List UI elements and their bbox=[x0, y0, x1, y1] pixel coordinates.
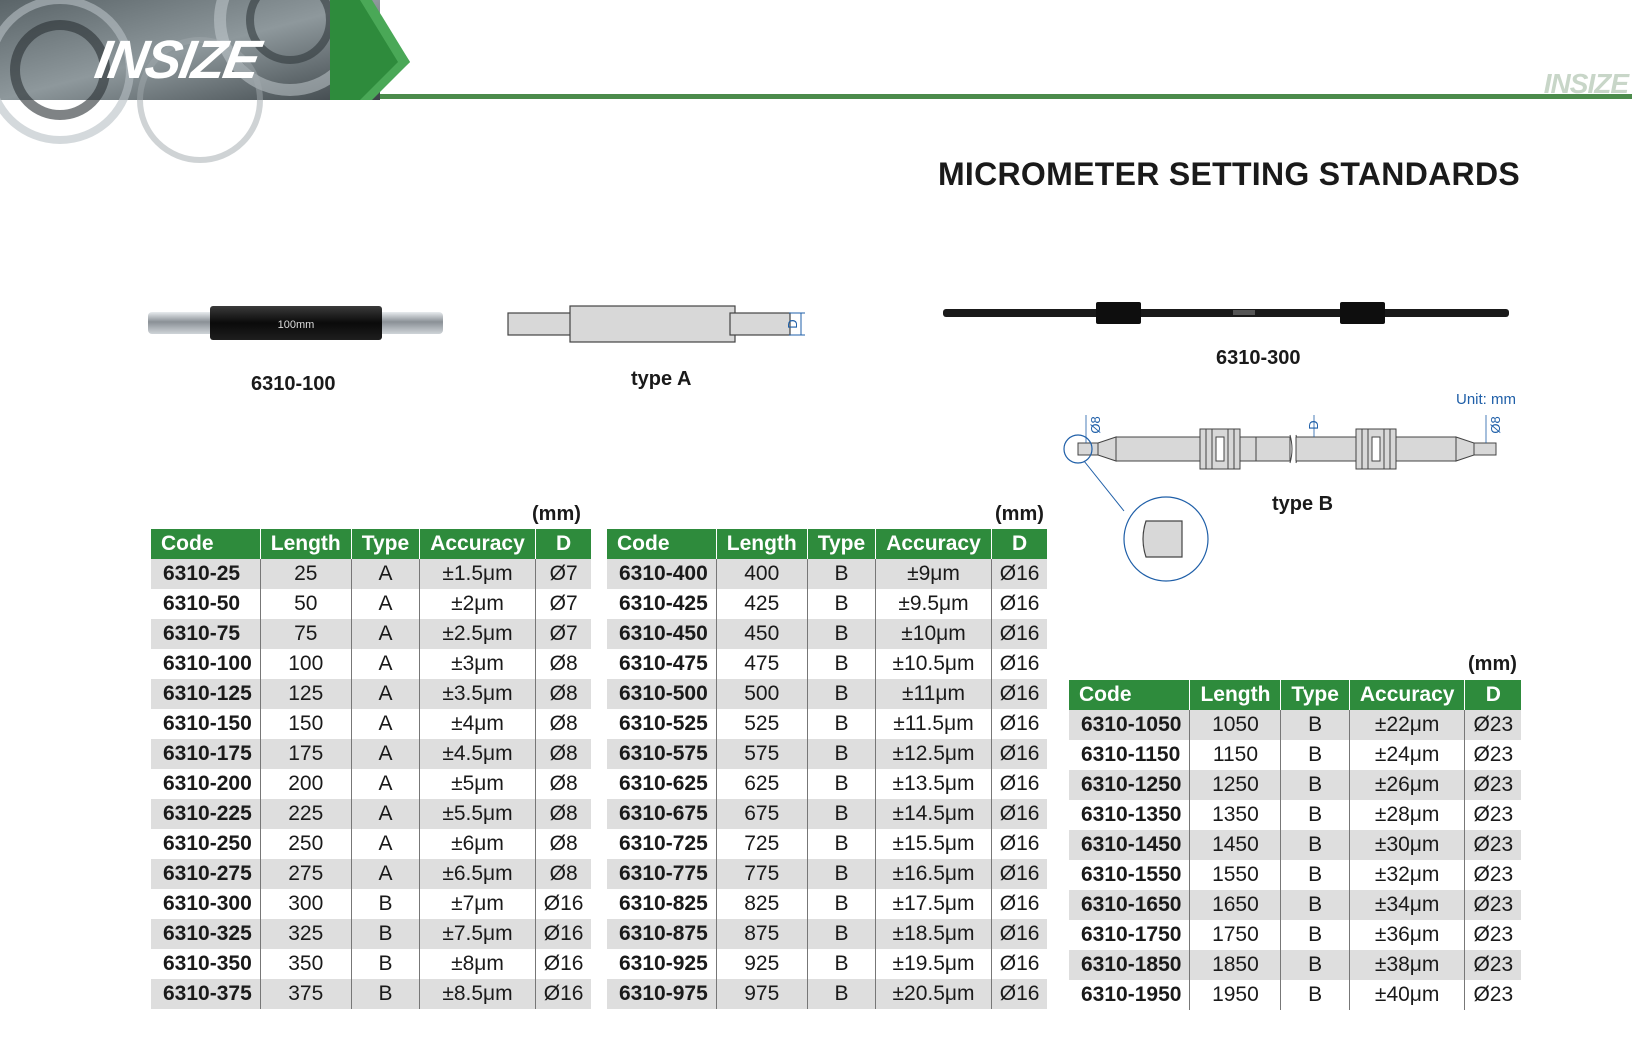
cell-type: A bbox=[351, 829, 419, 859]
cell-accuracy: ±3.5μm bbox=[420, 679, 536, 709]
cell-type: B bbox=[807, 769, 875, 799]
cell-length: 200 bbox=[260, 769, 351, 799]
header-length: Length bbox=[716, 529, 807, 559]
cell-code: 6310-300 bbox=[151, 889, 260, 919]
table-row bbox=[151, 559, 591, 589]
cell-d: Ø8 bbox=[535, 769, 591, 799]
cell-code: 6310-450 bbox=[607, 619, 716, 649]
cell-type: B bbox=[1281, 860, 1349, 890]
cell-d: Ø8 bbox=[535, 649, 591, 679]
header-d: D bbox=[1465, 680, 1521, 710]
caption-type-a: type A bbox=[631, 368, 692, 390]
cell-code: 6310-325 bbox=[151, 919, 260, 949]
cell-code: 6310-50 bbox=[151, 589, 260, 619]
table-row bbox=[151, 589, 591, 619]
header-code: Code bbox=[607, 529, 716, 559]
cell-type: A bbox=[351, 739, 419, 769]
cell-type: B bbox=[1281, 740, 1349, 770]
cell-length: 25 bbox=[260, 559, 351, 589]
cell-d: Ø23 bbox=[1465, 800, 1521, 830]
cell-accuracy: ±17.5μm bbox=[876, 889, 992, 919]
cell-code: 6310-100 bbox=[151, 649, 260, 679]
cell-accuracy: ±34μm bbox=[1349, 890, 1465, 920]
cell-d: Ø16 bbox=[991, 799, 1047, 829]
header-accuracy: Accuracy bbox=[420, 529, 536, 559]
header-code: Code bbox=[1069, 680, 1190, 710]
table-row bbox=[151, 859, 591, 889]
table-row bbox=[1069, 740, 1521, 770]
cell-type: B bbox=[807, 589, 875, 619]
cell-accuracy: ±9.5μm bbox=[876, 589, 992, 619]
cell-length: 100 bbox=[260, 649, 351, 679]
cell-length: 1650 bbox=[1190, 890, 1281, 920]
cell-d: Ø8 bbox=[535, 679, 591, 709]
table-row bbox=[607, 649, 1047, 679]
table-row bbox=[1069, 860, 1521, 890]
cell-d: Ø7 bbox=[535, 559, 591, 589]
page-header bbox=[0, 0, 1632, 100]
unit-note: Unit: mm bbox=[1456, 391, 1516, 408]
cell-d: Ø23 bbox=[1465, 980, 1521, 1010]
cell-accuracy: ±6.5μm bbox=[420, 859, 536, 889]
cell-length: 675 bbox=[716, 799, 807, 829]
cell-accuracy: ±11.5μm bbox=[876, 709, 992, 739]
cell-code: 6310-75 bbox=[151, 619, 260, 649]
cell-code: 6310-475 bbox=[607, 649, 716, 679]
cell-d: Ø23 bbox=[1465, 860, 1521, 890]
cell-type: A bbox=[351, 709, 419, 739]
cell-type: B bbox=[807, 709, 875, 739]
table-row bbox=[151, 709, 591, 739]
cell-length: 325 bbox=[260, 919, 351, 949]
cell-code: 6310-250 bbox=[151, 829, 260, 859]
type-b-dim-right: Ø8 bbox=[1488, 416, 1503, 434]
cell-accuracy: ±22μm bbox=[1349, 710, 1465, 740]
cell-accuracy: ±2.5μm bbox=[420, 619, 536, 649]
cell-d: Ø8 bbox=[535, 709, 591, 739]
cell-type: B bbox=[807, 889, 875, 919]
table-row bbox=[151, 949, 591, 979]
cell-code: 6310-25 bbox=[151, 559, 260, 589]
cell-d: Ø8 bbox=[535, 859, 591, 889]
table-2-unit: (mm) bbox=[995, 503, 1044, 525]
cell-accuracy: ±12.5μm bbox=[876, 739, 992, 769]
table-row bbox=[607, 679, 1047, 709]
cell-accuracy: ±3μm bbox=[420, 649, 536, 679]
header-d: D bbox=[991, 529, 1047, 559]
cell-accuracy: ±28μm bbox=[1349, 800, 1465, 830]
cell-accuracy: ±4μm bbox=[420, 709, 536, 739]
cell-length: 500 bbox=[716, 679, 807, 709]
cell-type: B bbox=[1281, 890, 1349, 920]
table-row bbox=[151, 799, 591, 829]
cell-length: 150 bbox=[260, 709, 351, 739]
table-row bbox=[607, 919, 1047, 949]
cell-accuracy: ±24μm bbox=[1349, 740, 1465, 770]
cell-accuracy: ±5μm bbox=[420, 769, 536, 799]
cell-d: Ø23 bbox=[1465, 830, 1521, 860]
table-row bbox=[607, 949, 1047, 979]
cell-accuracy: ±10μm bbox=[876, 619, 992, 649]
caption-6310-300: 6310-300 bbox=[1216, 347, 1301, 369]
cell-length: 225 bbox=[260, 799, 351, 829]
cell-length: 400 bbox=[716, 559, 807, 589]
cell-code: 6310-1050 bbox=[1069, 710, 1190, 740]
cell-type: B bbox=[807, 829, 875, 859]
cell-code: 6310-1550 bbox=[1069, 860, 1190, 890]
spec-table-2 bbox=[607, 529, 1047, 1009]
cell-code: 6310-150 bbox=[151, 709, 260, 739]
cell-length: 300 bbox=[260, 889, 351, 919]
cell-type: B bbox=[807, 859, 875, 889]
cell-accuracy: ±18.5μm bbox=[876, 919, 992, 949]
table-row bbox=[607, 589, 1047, 619]
header-accuracy: Accuracy bbox=[1349, 680, 1465, 710]
cell-length: 875 bbox=[716, 919, 807, 949]
cell-length: 375 bbox=[260, 979, 351, 1009]
table-row bbox=[1069, 920, 1521, 950]
cell-type: B bbox=[1281, 950, 1349, 980]
cell-type: B bbox=[807, 739, 875, 769]
cell-code: 6310-525 bbox=[607, 709, 716, 739]
cell-type: B bbox=[1281, 770, 1349, 800]
cell-code: 6310-575 bbox=[607, 739, 716, 769]
cell-d: Ø16 bbox=[535, 979, 591, 1009]
cell-accuracy: ±36μm bbox=[1349, 920, 1465, 950]
cell-d: Ø23 bbox=[1465, 920, 1521, 950]
cell-d: Ø23 bbox=[1465, 740, 1521, 770]
type-a-dim-label: D bbox=[785, 319, 800, 329]
cell-type: B bbox=[807, 799, 875, 829]
cell-length: 775 bbox=[716, 859, 807, 889]
cell-length: 575 bbox=[716, 739, 807, 769]
cell-accuracy: ±5.5μm bbox=[420, 799, 536, 829]
cell-type: B bbox=[1281, 980, 1349, 1010]
cell-length: 1350 bbox=[1190, 800, 1281, 830]
cell-code: 6310-1850 bbox=[1069, 950, 1190, 980]
table-row bbox=[1069, 950, 1521, 980]
cell-accuracy: ±9μm bbox=[876, 559, 992, 589]
cell-code: 6310-425 bbox=[607, 589, 716, 619]
spec-table-3 bbox=[1069, 680, 1521, 1010]
cell-d: Ø16 bbox=[991, 679, 1047, 709]
table-3-unit: (mm) bbox=[1468, 653, 1517, 675]
header-accuracy: Accuracy bbox=[876, 529, 992, 559]
type-b-dim-left: Ø8 bbox=[1088, 416, 1103, 434]
cell-code: 6310-925 bbox=[607, 949, 716, 979]
header-divider-line bbox=[380, 94, 1632, 99]
table-1-unit: (mm) bbox=[532, 503, 581, 525]
cell-code: 6310-275 bbox=[151, 859, 260, 889]
cell-length: 50 bbox=[260, 589, 351, 619]
table-row bbox=[1069, 830, 1521, 860]
table-row bbox=[151, 679, 591, 709]
cell-length: 525 bbox=[716, 709, 807, 739]
table-row bbox=[607, 769, 1047, 799]
cell-length: 350 bbox=[260, 949, 351, 979]
cell-length: 1950 bbox=[1190, 980, 1281, 1010]
cell-length: 1750 bbox=[1190, 920, 1281, 950]
cell-accuracy: ±1.5μm bbox=[420, 559, 536, 589]
cell-type: B bbox=[351, 949, 419, 979]
cell-length: 275 bbox=[260, 859, 351, 889]
cell-d: Ø23 bbox=[1465, 950, 1521, 980]
table-row bbox=[607, 889, 1047, 919]
table-row bbox=[607, 829, 1047, 859]
cell-code: 6310-175 bbox=[151, 739, 260, 769]
cell-type: A bbox=[351, 799, 419, 829]
cell-d: Ø16 bbox=[991, 859, 1047, 889]
cell-length: 1250 bbox=[1190, 770, 1281, 800]
cell-length: 1550 bbox=[1190, 860, 1281, 890]
cell-type: B bbox=[807, 559, 875, 589]
cell-accuracy: ±16.5μm bbox=[876, 859, 992, 889]
cell-type: A bbox=[351, 619, 419, 649]
cell-accuracy: ±13.5μm bbox=[876, 769, 992, 799]
cell-code: 6310-825 bbox=[607, 889, 716, 919]
cell-accuracy: ±30μm bbox=[1349, 830, 1465, 860]
cell-length: 1850 bbox=[1190, 950, 1281, 980]
cell-d: Ø7 bbox=[535, 589, 591, 619]
insize-logo-watermark: INSIZE bbox=[1543, 68, 1628, 99]
table-row bbox=[151, 919, 591, 949]
photo-6310-100 bbox=[148, 300, 448, 350]
table-row bbox=[151, 619, 591, 649]
cell-d: Ø23 bbox=[1465, 890, 1521, 920]
cell-code: 6310-1350 bbox=[1069, 800, 1190, 830]
table-row bbox=[607, 979, 1047, 1009]
cell-length: 475 bbox=[716, 649, 807, 679]
cell-d: Ø16 bbox=[991, 979, 1047, 1009]
cell-d: Ø16 bbox=[535, 949, 591, 979]
cell-d: Ø23 bbox=[1465, 710, 1521, 740]
cell-code: 6310-500 bbox=[607, 679, 716, 709]
cell-type: B bbox=[807, 979, 875, 1009]
header-d: D bbox=[535, 529, 591, 559]
photo-6310-300 bbox=[943, 298, 1513, 328]
table-row bbox=[1069, 980, 1521, 1010]
cell-length: 975 bbox=[716, 979, 807, 1009]
cell-d: Ø7 bbox=[535, 619, 591, 649]
cell-type: A bbox=[351, 589, 419, 619]
cell-length: 825 bbox=[716, 889, 807, 919]
cell-length: 125 bbox=[260, 679, 351, 709]
cell-accuracy: ±7μm bbox=[420, 889, 536, 919]
cell-accuracy: ±8.5μm bbox=[420, 979, 536, 1009]
cell-length: 250 bbox=[260, 829, 351, 859]
table-row bbox=[1069, 710, 1521, 740]
cell-code: 6310-725 bbox=[607, 829, 716, 859]
caption-type-b: type B bbox=[1272, 493, 1334, 515]
cell-code: 6310-225 bbox=[151, 799, 260, 829]
table-row bbox=[151, 739, 591, 769]
cell-length: 75 bbox=[260, 619, 351, 649]
table-row bbox=[151, 649, 591, 679]
cell-length: 625 bbox=[716, 769, 807, 799]
cell-type: B bbox=[1281, 830, 1349, 860]
cell-type: A bbox=[351, 769, 419, 799]
cell-code: 6310-675 bbox=[607, 799, 716, 829]
cell-accuracy: ±15.5μm bbox=[876, 829, 992, 859]
cell-code: 6310-1250 bbox=[1069, 770, 1190, 800]
header-length: Length bbox=[260, 529, 351, 559]
cell-length: 425 bbox=[716, 589, 807, 619]
cell-d: Ø16 bbox=[991, 889, 1047, 919]
table-row bbox=[151, 889, 591, 919]
cell-code: 6310-200 bbox=[151, 769, 260, 799]
cell-length: 725 bbox=[716, 829, 807, 859]
header-type: Type bbox=[807, 529, 875, 559]
cell-accuracy: ±32μm bbox=[1349, 860, 1465, 890]
table-row bbox=[1069, 890, 1521, 920]
table-row bbox=[607, 859, 1047, 889]
cell-code: 6310-375 bbox=[151, 979, 260, 1009]
cell-code: 6310-625 bbox=[607, 769, 716, 799]
cell-length: 1450 bbox=[1190, 830, 1281, 860]
cell-code: 6310-1450 bbox=[1069, 830, 1190, 860]
table-header-row bbox=[1069, 680, 1521, 710]
table-row bbox=[151, 769, 591, 799]
header-type: Type bbox=[351, 529, 419, 559]
cell-code: 6310-1650 bbox=[1069, 890, 1190, 920]
spec-table-1 bbox=[151, 529, 591, 1009]
cell-code: 6310-125 bbox=[151, 679, 260, 709]
cell-type: B bbox=[807, 619, 875, 649]
cell-type: B bbox=[807, 919, 875, 949]
cell-length: 1150 bbox=[1190, 740, 1281, 770]
cell-accuracy: ±4.5μm bbox=[420, 739, 536, 769]
cell-accuracy: ±38μm bbox=[1349, 950, 1465, 980]
type-b-dim-mid: D bbox=[1306, 420, 1321, 430]
cell-length: 1050 bbox=[1190, 710, 1281, 740]
cell-type: B bbox=[351, 889, 419, 919]
cell-type: B bbox=[807, 679, 875, 709]
cell-accuracy: ±10.5μm bbox=[876, 649, 992, 679]
header-code: Code bbox=[151, 529, 260, 559]
cell-type: B bbox=[351, 979, 419, 1009]
table-row bbox=[1069, 770, 1521, 800]
cell-d: Ø16 bbox=[991, 949, 1047, 979]
cell-type: A bbox=[351, 649, 419, 679]
cell-accuracy: ±26μm bbox=[1349, 770, 1465, 800]
cell-d: Ø16 bbox=[991, 559, 1047, 589]
header-type: Type bbox=[1281, 680, 1349, 710]
header-length: Length bbox=[1190, 680, 1281, 710]
cell-d: Ø16 bbox=[535, 919, 591, 949]
table-row bbox=[607, 709, 1047, 739]
cell-accuracy: ±6μm bbox=[420, 829, 536, 859]
cell-accuracy: ±2μm bbox=[420, 589, 536, 619]
table-row bbox=[607, 799, 1047, 829]
insize-logo: INSIZE bbox=[90, 30, 264, 90]
table-header-row bbox=[607, 529, 1047, 559]
cell-type: A bbox=[351, 559, 419, 589]
cell-d: Ø16 bbox=[991, 919, 1047, 949]
cell-type: B bbox=[351, 919, 419, 949]
table-row bbox=[607, 559, 1047, 589]
cell-code: 6310-1150 bbox=[1069, 740, 1190, 770]
cell-type: A bbox=[351, 859, 419, 889]
cell-d: Ø16 bbox=[991, 649, 1047, 679]
type-a-drawing bbox=[505, 300, 825, 350]
cell-d: Ø16 bbox=[991, 709, 1047, 739]
cell-type: B bbox=[807, 649, 875, 679]
cell-d: Ø8 bbox=[535, 799, 591, 829]
cell-accuracy: ±40μm bbox=[1349, 980, 1465, 1010]
page-title: MICROMETER SETTING STANDARDS bbox=[937, 156, 1520, 192]
cell-d: Ø8 bbox=[535, 739, 591, 769]
table-header-row bbox=[151, 529, 591, 559]
engraving-text: 100mm bbox=[277, 319, 315, 331]
cell-d: Ø16 bbox=[991, 769, 1047, 799]
cell-accuracy: ±19.5μm bbox=[876, 949, 992, 979]
table-row bbox=[151, 829, 591, 859]
cell-code: 6310-350 bbox=[151, 949, 260, 979]
cell-accuracy: ±20.5μm bbox=[876, 979, 992, 1009]
cell-d: Ø16 bbox=[991, 619, 1047, 649]
cell-accuracy: ±7.5μm bbox=[420, 919, 536, 949]
table-row bbox=[151, 979, 591, 1009]
cell-d: Ø16 bbox=[535, 889, 591, 919]
cell-type: B bbox=[1281, 800, 1349, 830]
cell-accuracy: ±8μm bbox=[420, 949, 536, 979]
cell-type: B bbox=[807, 949, 875, 979]
cell-code: 6310-775 bbox=[607, 859, 716, 889]
caption-6310-100: 6310-100 bbox=[251, 373, 336, 395]
cell-d: Ø23 bbox=[1465, 770, 1521, 800]
cell-type: B bbox=[1281, 920, 1349, 950]
table-row bbox=[1069, 800, 1521, 830]
cell-code: 6310-400 bbox=[607, 559, 716, 589]
cell-d: Ø16 bbox=[991, 589, 1047, 619]
table-row bbox=[607, 619, 1047, 649]
cell-code: 6310-1750 bbox=[1069, 920, 1190, 950]
cell-d: Ø16 bbox=[991, 829, 1047, 859]
cell-type: B bbox=[1281, 710, 1349, 740]
cell-code: 6310-875 bbox=[607, 919, 716, 949]
cell-length: 925 bbox=[716, 949, 807, 979]
cell-accuracy: ±11μm bbox=[876, 679, 992, 709]
cell-code: 6310-975 bbox=[607, 979, 716, 1009]
cell-d: Ø16 bbox=[991, 739, 1047, 769]
table-row bbox=[607, 739, 1047, 769]
cell-d: Ø8 bbox=[535, 829, 591, 859]
cell-length: 175 bbox=[260, 739, 351, 769]
cell-code: 6310-1950 bbox=[1069, 980, 1190, 1010]
cell-type: A bbox=[351, 679, 419, 709]
cell-length: 450 bbox=[716, 619, 807, 649]
cell-accuracy: ±14.5μm bbox=[876, 799, 992, 829]
